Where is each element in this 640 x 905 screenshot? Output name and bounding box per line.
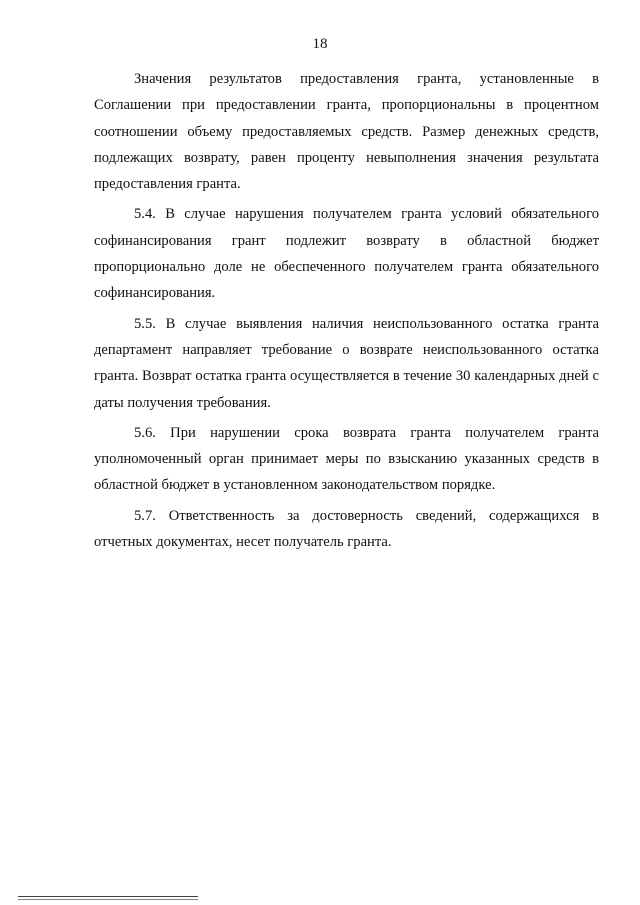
page-number: 18 — [312, 36, 328, 52]
paragraph-5-7: 5.7. Ответственность за достоверность сведений, содержащихся в отчетных документах, несет получатель гранта. — [94, 507, 599, 551]
document-body — [94, 66, 599, 559]
paragraph-grant-results: Значения результатов предоставления гранта, установленные в Соглашении при предоставлении гранта, пропорциональны в процентном соотношении объему предоставляемых средств. Размер денежных средств, подлежащих возврату, равен проценту невыполнения значения результата предоставления гранта. — [94, 71, 599, 193]
footer-rule — [18, 896, 198, 897]
paragraph-5-4: 5.4. В случае нарушения получателем гранта условий обязательного софинансирования грант подлежит возврату в областной бюджет пропорционально доле не обеспеченного получателем гранта обязательного софинансирования. — [94, 206, 599, 302]
footer-rule-secondary — [18, 899, 198, 900]
paragraph-5-6: 5.6. При нарушении срока возврата гранта получателем гранта уполномоченный орган принимает меры по взысканию указанных средств в областной бюджет в установленном законодательством порядке. — [94, 424, 599, 494]
paragraph-5-5: 5.5. В случае выявления наличия неиспользованного остатка гранта департамент направляет требование о возврате неиспользованного остатка гранта. Возврат остатка гранта осуществляется в течение 30 календарных дней с даты получения требования. — [94, 315, 599, 411]
